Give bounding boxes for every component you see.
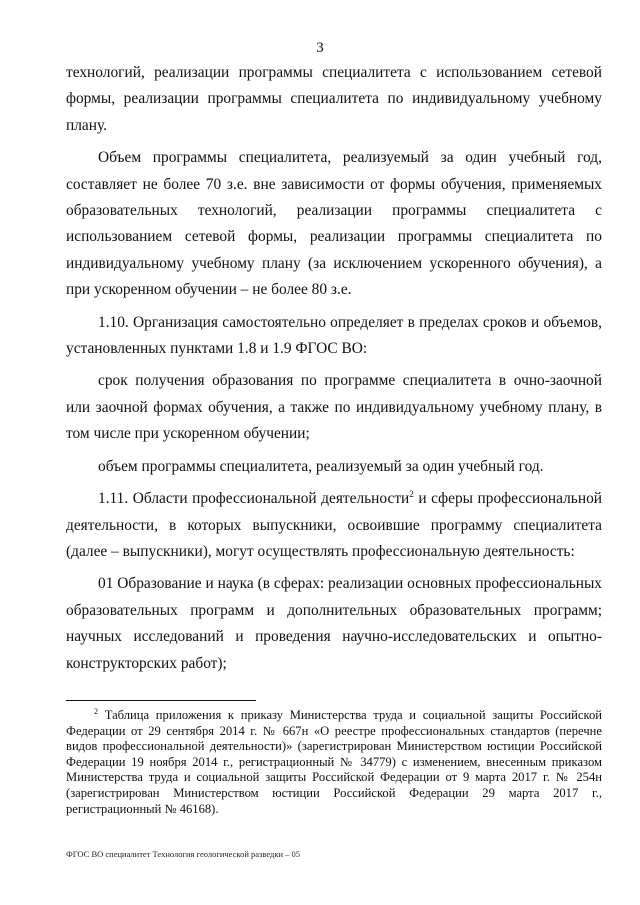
paragraph-obem: объем программы специалитета, реализуемый за один учебный год.	[98, 457, 544, 475]
paragraph-1-11-rest: и сферы профессиональной деятельности, в которых выпускники, освоившие программу специалитета (далее – выпускники), могут осуществлять профессиональную деятельность:	[66, 490, 602, 560]
page-number: 3	[316, 40, 324, 56]
paragraph-2: Объем программы специалитета, реализуемый за один учебный год, составляет не более 70 з.е. вне зависимости от формы обучения, применяемых образовательных технологий, реализации программы специалитета с использованием сетевой формы, реализации программы специалитета по индивидуальному учебному плану (за исключением ускоренного обучения), а при ускоренном обучении – не более 80 з.е.	[66, 149, 602, 299]
footnote-marker: 2	[94, 706, 98, 716]
footnote-reference: 2	[409, 488, 414, 499]
footnote-separator	[66, 700, 256, 701]
paragraph-1-11-start: 1.11. Области профессиональной деятельности	[98, 490, 410, 508]
paragraph-1: технологий, реализации программы специалитета с использованием сетевой формы, реализации программы специалитета по индивидуальному учебному плану.	[66, 64, 602, 134]
paragraph-1-11	[66, 486, 602, 565]
document-body	[66, 60, 602, 683]
paragraph-01-education: 01 Образование и наука (в сферах: реализации основных профессиональных образовательных программ и дополнительных образовательных программ; научных исследований и проведения научно-исследовательских и опытно-конструкторских работ);	[66, 575, 602, 672]
footnote-text: Таблица приложения к приказу Министерства труда и социальной защиты Российской Федерации от 29 сентября 2014 г. № 667н «О реестре профессиональных стандартов (перечне видов профессиональной деятельности)» (зарегистрирован Министерством юстиции Российской Федерации 19 ноября 2014 г., регистрационный № 34779) с изменением, внесенным приказом Министерства труда и социальной защиты Российской Федерации от 9 марта 2017 г. № 254н (зарегистрирован Министерством юстиции Российской Федерации 29 марта 2017 г., регистрационный № 46168).	[66, 708, 602, 816]
paragraph-1-10: 1.10. Организация самостоятельно определяет в пределах сроков и объемов, установленных пунктами 1.8 и 1.9 ФГОС ВО:	[66, 313, 602, 358]
paragraph-srok: срок получения образования по программе специалитета в очно-заочной или заочной формах обучения, а также по индивидуальному учебному плану, в том числе при ускоренном обучении;	[66, 372, 602, 443]
page-footer: ФГОС ВО специалитет Технология геологической разведки – 05	[66, 849, 301, 859]
footnote	[66, 708, 602, 817]
